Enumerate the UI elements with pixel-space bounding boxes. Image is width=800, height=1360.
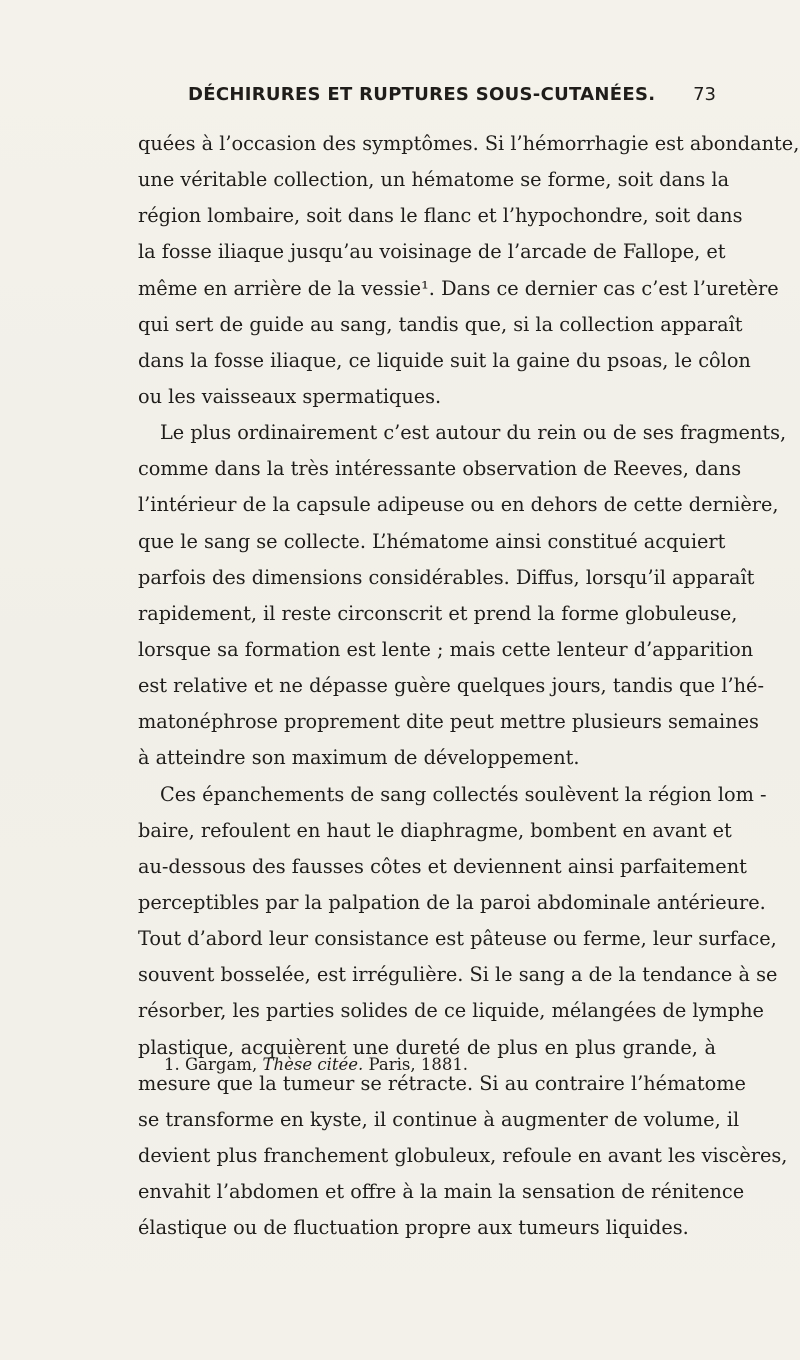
text-line: rapidement, il reste circonscrit et prend la forme globuleuse, [138, 601, 738, 625]
footnote-place-year: Paris, 1881. [368, 1055, 469, 1074]
text-line: lorsque sa formation est lente ; mais cette lenteur d’apparition [138, 637, 754, 661]
footnote-marker: 1. [164, 1055, 180, 1074]
text-line: Ces épanchements de sang collectés soulèvent la région lom - [160, 782, 767, 806]
text-line: dans la fosse iliaque, ce liquide suit la gaine du psoas, le côlon [138, 348, 751, 372]
running-title: DÉCHIRURES ET RUPTURES SOUS-CUTANÉES. [188, 84, 656, 105]
text-line: résorber, les parties solides de ce liquide, mélangées de lymphe [138, 999, 764, 1023]
text-line: au-dessous des fausses côtes et deviennent ainsi parfaitement [138, 854, 747, 878]
text-line: Tout d’abord leur consistance est pâteuse ou ferme, leur surface, [138, 927, 777, 951]
text-line: matonéphrose proprement dite peut mettre plusieurs semaines [138, 710, 759, 734]
text-line: que le sang se collecte. L’hématome ainsi constitué acquiert [138, 529, 726, 553]
text-line: Le plus ordinairement c’est autour du rein ou de ses fragments, [160, 421, 787, 445]
text-line: ou les vaisseaux spermatiques. [138, 384, 442, 408]
text-line: parfois des dimensions considérables. Diffus, lorsqu’il apparaît [138, 565, 755, 589]
text-line: est relative et ne dépasse guère quelques jours, tandis que l’hé- [138, 674, 764, 698]
page-number: 73 [693, 84, 716, 105]
text-line: envahit l’abdomen et offre à la main la sensation de rénitence [138, 1180, 745, 1204]
text-line: une véritable collection, un hématome se forme, soit dans la [138, 168, 730, 192]
text-line: mesure que la tumeur se rétracte. Si au contraire l’hématome [138, 1071, 746, 1095]
text-line: même en arrière de la vessie¹. Dans ce dernier cas c’est l’uretère [138, 276, 779, 300]
text-line: région lombaire, soit dans le flanc et l’hypochondre, soit dans [138, 204, 743, 228]
text-line: quées à l’occasion des symptômes. Si l’hémorrhagie est abondante, [138, 132, 800, 155]
text-line: baire, refoulent en haut le diaphragme, bombent en avant et [138, 818, 732, 842]
body-text [138, 126, 800, 1246]
text-line: perceptibles par la palpation de la paroi abdominale antérieure. [138, 890, 766, 914]
text-line: se transforme en kyste, il continue à augmenter de volume, il [138, 1107, 740, 1131]
footnote [164, 1055, 468, 1074]
text-line: la fosse iliaque jusqu’au voisinage de l’arcade de Fallope, et [138, 240, 726, 264]
text-line: comme dans la très intéressante observation de Reeves, dans [138, 457, 742, 481]
text-line: plastique, acquièrent une dureté de plus en plus grande, à [138, 1035, 716, 1059]
footnote-title: Thèse citée. [262, 1055, 364, 1074]
footnote-author: Gargam, [185, 1055, 258, 1074]
text-line: l’intérieur de la capsule adipeuse ou en dehors de cette dernière, [138, 493, 779, 517]
text-line: qui sert de guide au sang, tandis que, si la collection apparaît [138, 312, 743, 336]
text-line: souvent bosselée, est irrégulière. Si le sang a de la tendance à se [138, 963, 778, 987]
running-head [128, 84, 716, 114]
text-line: à atteindre son maximum de développement. [138, 746, 580, 770]
text-line: élastique ou de fluctuation propre aux tumeurs liquides. [138, 1216, 689, 1240]
text-line: devient plus franchement globuleux, refoule en avant les viscères, [138, 1143, 788, 1167]
